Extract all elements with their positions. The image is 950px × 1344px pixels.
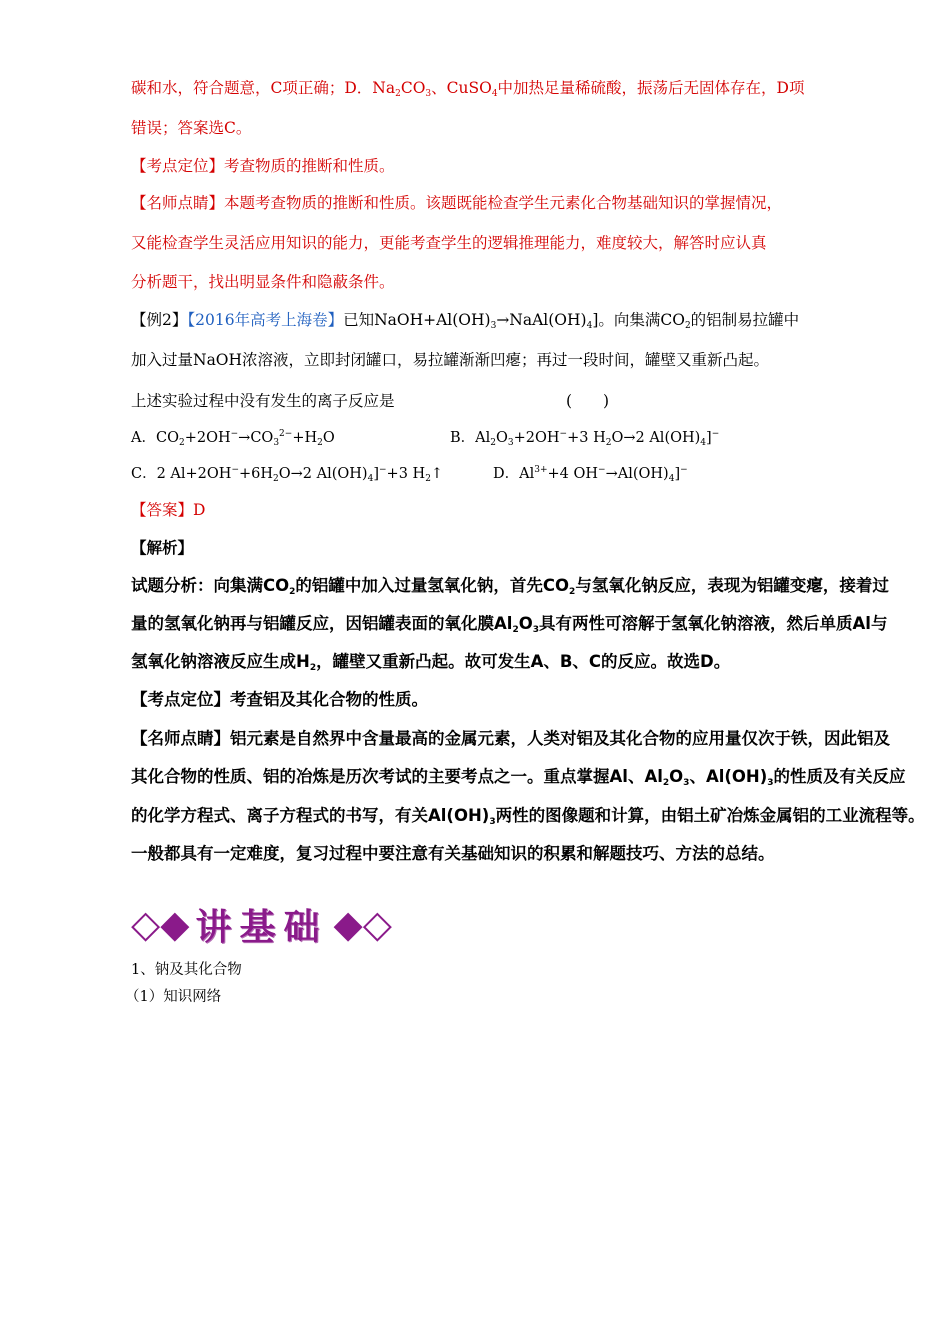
kaodian-1: 【考点定位】考查物质的推断和性质。 — [131, 157, 395, 175]
example-2-line-1: 【例2】【2016年高考上海卷】已知$NaOH+Al(OH)_3\to NaAl(OH)_4$]。向集满$CO_2$的铝制易拉罐中 — [131, 311, 800, 331]
example-2-source: 【2016年高考上海卷】 — [187, 311, 344, 329]
mingshi-1-line-3: 分析题干，找出明显条件和隐蔽条件。 — [131, 273, 395, 291]
option-a: A．$CO_2+2OH^-\to CO_3^{2-}+H_2O$ — [131, 429, 335, 448]
jiexi-line-1: 试题分析：向集满$CO_2$的铝罐中加入过量氢氧化钠，首先$CO_2$与氢氧化钠反应，表现为铝罐变瘪，接着过 — [131, 576, 889, 597]
example-2-question: 上述实验过程中没有发生的离子反应是 — [131, 392, 395, 410]
mingshi-2-line-4: 一般都具有一定难度，复习过程中要注意有关基础知识的积累和解题技巧、方法的总结。 — [131, 844, 775, 863]
section-1-sub: （1）知识网络 — [125, 989, 222, 1005]
option-c: C．2 $Al+2OH^-+6H_2O\to 2$ $Al(OH)_4]^-+3$ $H_2↑$ — [131, 465, 444, 484]
option-d: D．$Al^{3+}+4$ $OH^-\to Al(OH)_4]^-$ — [493, 465, 688, 484]
explain-line-2: 错误；答案选C。 — [131, 119, 252, 137]
banner-title: 讲基础 — [195, 905, 328, 948]
diamond-left-icon: ◇◆ — [131, 902, 190, 946]
mingshi-2-line-2: 其化合物的性质、铝的冶炼是历次考试的主要考点之一。重点掌握Al、$Al_2O_3$、$Al(OH)_3$的性质及有关反应 — [131, 767, 906, 788]
section-banner — [131, 900, 392, 948]
mingshi-2-line-1: 【名师点睛】铝元素是自然界中含量最高的金属元素，人类对铝及其化合物的应用量仅次于铁，因此铝及 — [131, 729, 890, 748]
kaodian-2: 【考点定位】考查铝及其化合物的性质。 — [131, 690, 428, 709]
jiexi-line-2: 量的氢氧化钠再与铝罐反应，因铝罐表面的氧化膜$Al_2O_3$具有两性可溶解于氢氧化钠溶液，然后单质Al与 — [131, 614, 888, 635]
answer: 【答案】D — [131, 501, 206, 519]
option-b: B．$Al_2O_3+2OH^-+3$ $H_2O\to 2$ $Al(OH)_4]^-$ — [450, 429, 720, 448]
example-2-line-2: 加入过量NaOH浓溶液，立即封闭罐口，易拉罐渐渐凹瘪；再过一段时间，罐壁又重新凸起。 — [131, 351, 770, 369]
mingshi-2-line-3: 的化学方程式、离子方程式的书写，有关$Al(OH)_3$两性的图像题和计算，由铝土矿冶炼金属铝的工业流程等。 — [131, 806, 925, 827]
example-2-paren: ( ) — [566, 392, 610, 410]
explain-line-1: 碳和水，符合题意，C项正确；D．$Na_2CO_3$、CuSO$_4$中加热足量稀硫酸，振荡后无固体存在，D项 — [131, 79, 805, 99]
mingshi-1-line-1: 【名师点睛】本题考查物质的推断和性质。该题既能检查学生元素化合物基础知识的掌握情况， — [131, 194, 783, 212]
mingshi-1-line-2: 又能检查学生灵活应用知识的能力，更能考查学生的逻辑推理能力，难度较大，解答时应认真 — [131, 234, 767, 252]
diamond-right-icon: ◆◇ — [333, 902, 392, 946]
section-1-heading: 1、钠及其化合物 — [131, 962, 242, 978]
jiexi-tag: 【解析】 — [131, 539, 194, 557]
jiexi-line-3: 氢氧化钠溶液反应生成$H_2$，罐壁又重新凸起。故可发生A、B、C的反应。故选D。 — [131, 652, 731, 673]
